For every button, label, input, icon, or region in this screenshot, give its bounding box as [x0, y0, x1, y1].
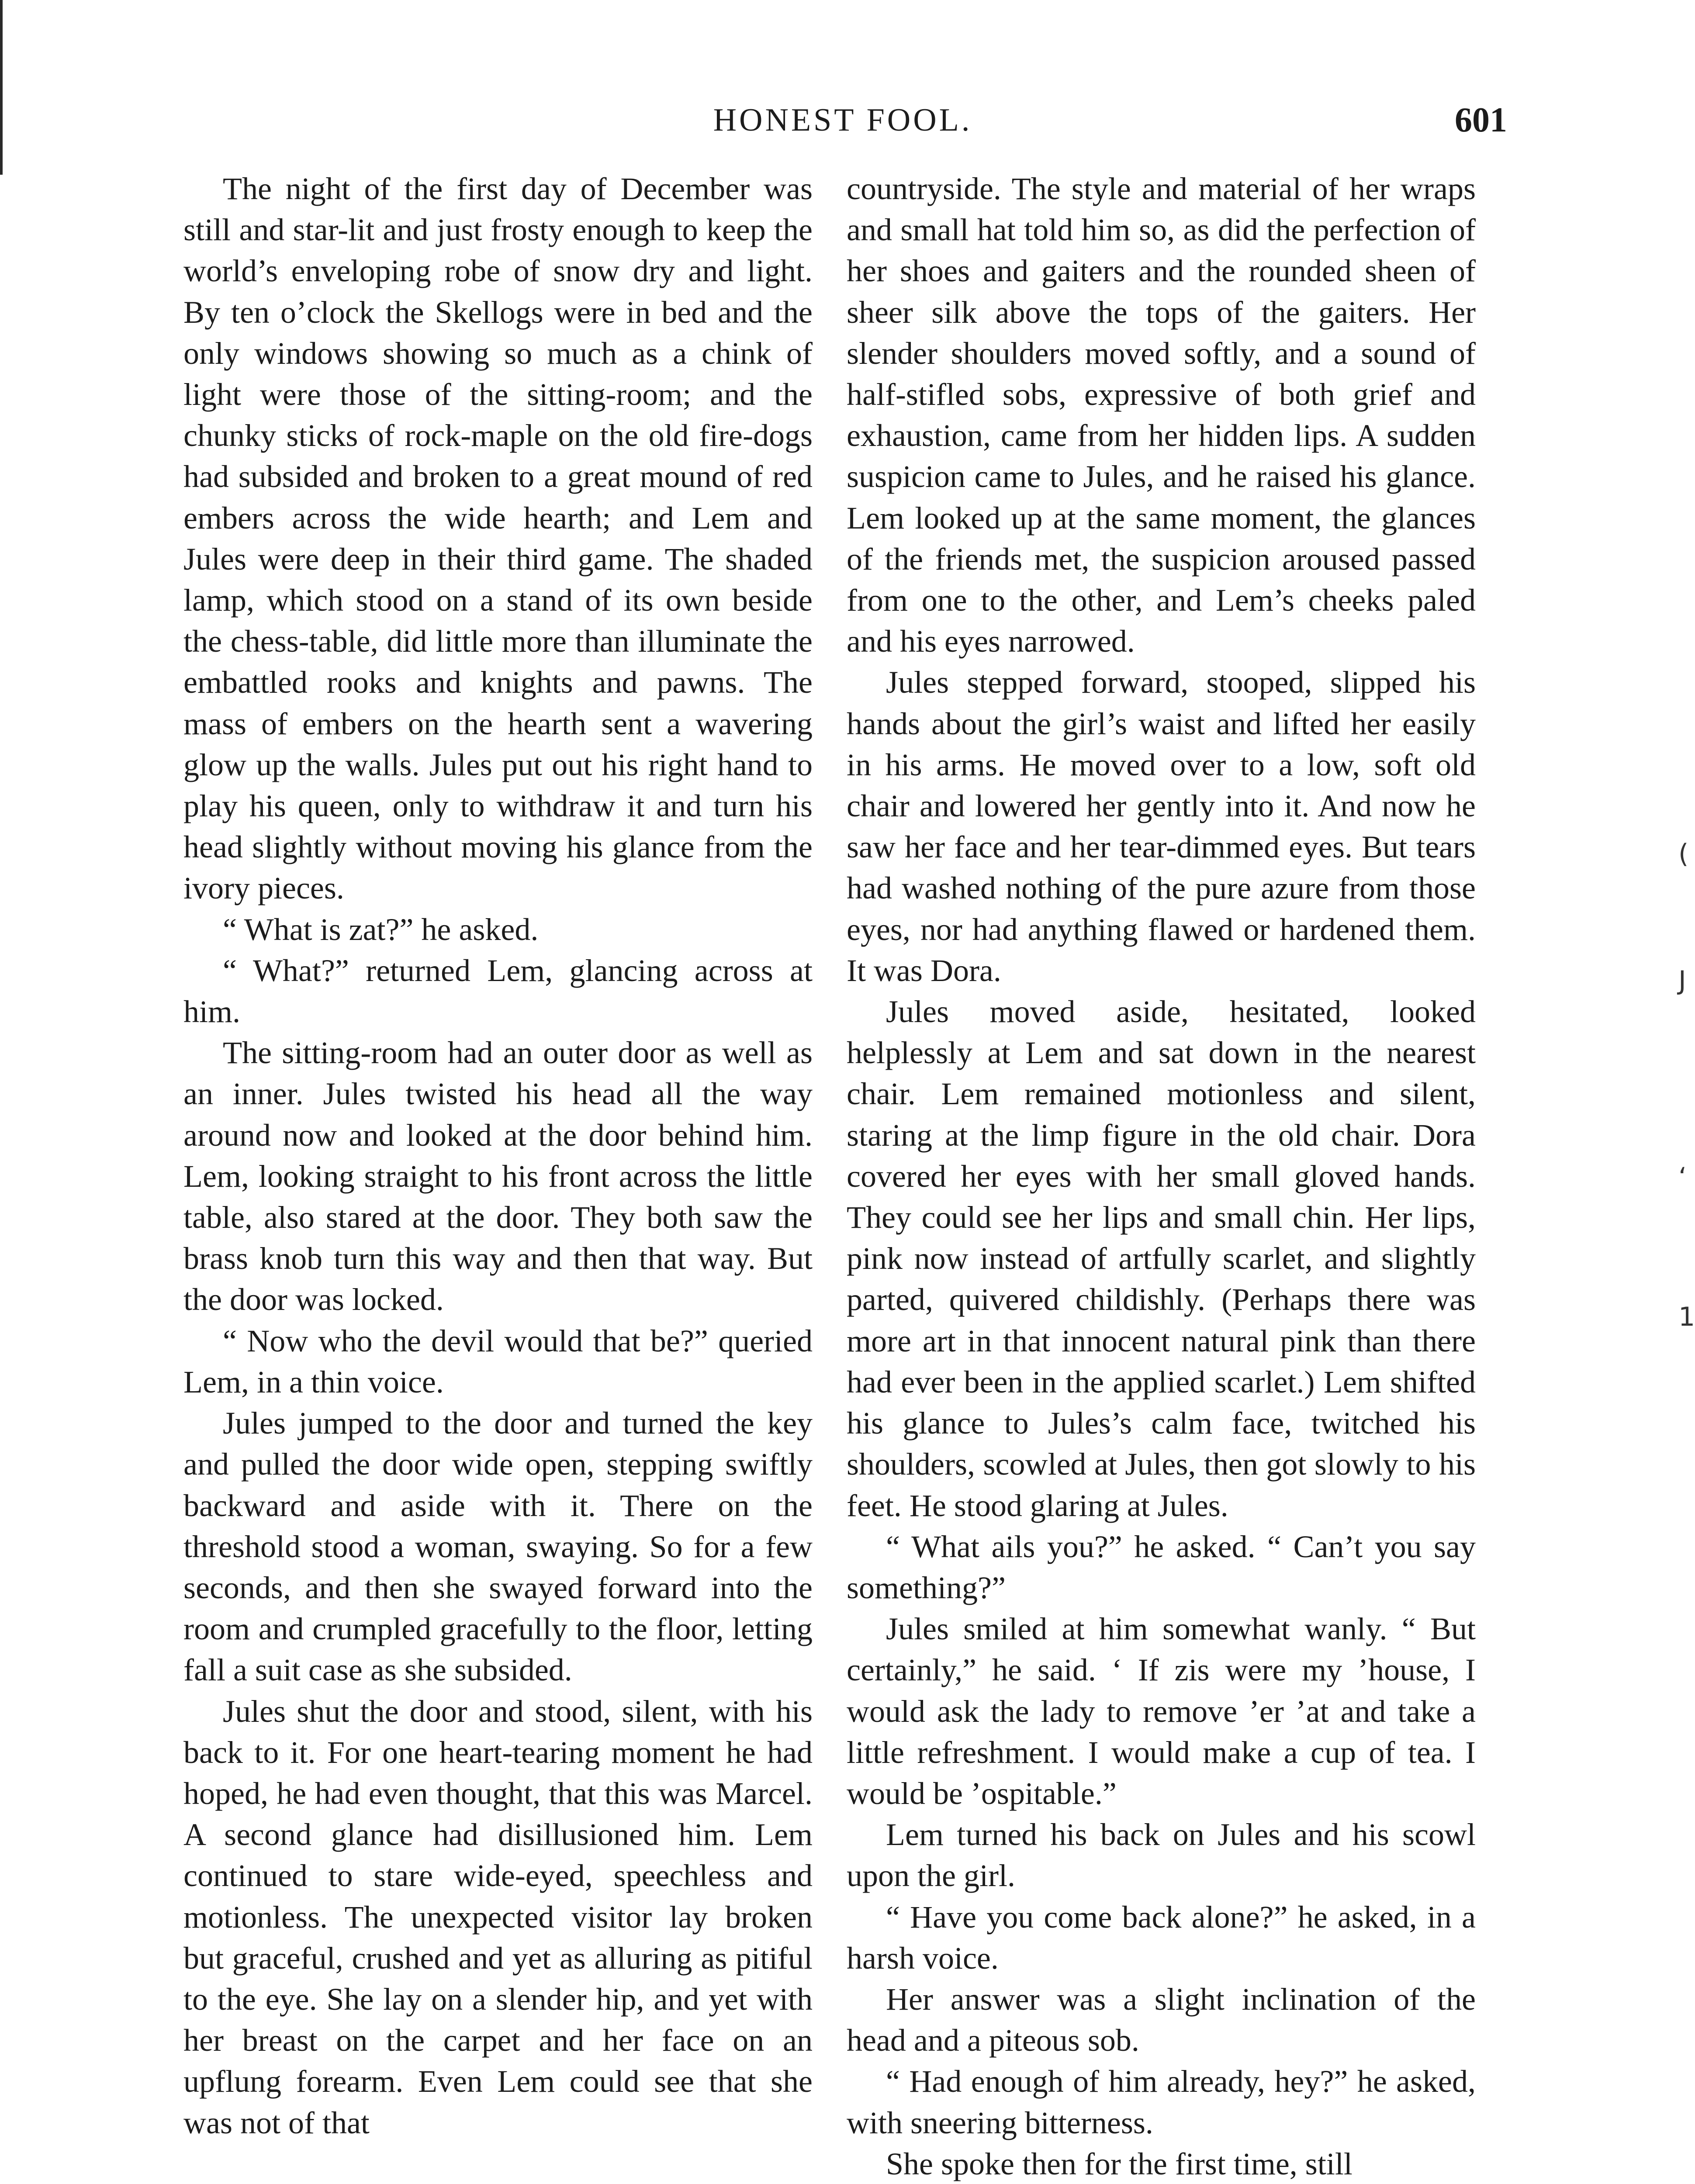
paragraph: She spoke then for the first time, still [886, 2146, 1353, 2181]
paragraph: Jules smiled at him somewhat wanly. “ But certainly,” he said. ‘ If zis were my ’house, I would ask the lady to remove ’er ’at and take a little refreshment. I would make a cup of tea. I would be ’ospitable.” [847, 1611, 1476, 1811]
paragraph: “ What is zat?” he asked. [223, 912, 539, 947]
paragraph: The night of the first day of December was still and star-lit and just frosty enough to keep the world’s enveloping robe of snow dry and light. By ten o’clock the Skellogs were in bed and the only windows showing so much as a chink of light were those of the sitting-room; and the chunky sticks of rock-maple on the old fire-dogs had subsided and broken to a great mound of red embers across the wide hearth; and Lem and Jules were deep in their third game. The shaded lamp, which stood on a stand of its own beside the chess-table, did little more than illuminate the embattled rooks and knights and pawns. The mass of embers on the hearth sent a wavering glow up the walls. Jules put out his right hand to play his queen, only to withdraw it and turn his head slightly without moving his glance from the ivory pieces. [183, 171, 813, 906]
paragraph: Jules shut the door and stood, silent, with his back to it. For one heart-tearing moment he had hoped, he had even thought, that this was Marcel. A second glance had disillusioned him. Lem continued to stare wide-eyed, speechless and motionless. The unexpected visitor lay broken but graceful, crushed and yet as alluring as pitiful to the eye. She lay on a slender hip, and yet with her breast on the carpet and her face on an upflung forearm. Even Lem could see that she was not of that [183, 1693, 813, 2140]
paragraph: Jules jumped to the door and turned the key and pulled the door wide open, stepping swiftly backward and aside with it. There on the threshold stood a woman, swaying. So for a few seconds, and then she swayed forward into the room and crumpled gracefully to the floor, letting fall a suit case as she subsided. [183, 1406, 813, 1688]
margin-mark: 1 [1678, 1302, 1695, 1332]
paragraph: Lem turned his back on Jules and his scowl upon the girl. [847, 1817, 1476, 1894]
paragraph: Jules stepped forward, stooped, slipped his hands about the girl’s waist and lifted her easily in his arms. He moved over to a low, soft old chair and lowered her gently into it. And now he saw her face and her tear-dimmed eyes. But tears had washed nothing of the pure azure from those eyes, nor had anything flawed or hardened them. It was Dora. [847, 665, 1476, 988]
margin-mark: J [1678, 965, 1686, 996]
paragraph: “ What?” returned Lem, glancing across at him. [183, 953, 813, 1030]
paragraph-continuation: countryside. The style and material of her wraps and small hat told him so, as did the perfection of her shoes and gaiters and the rounded sheen of sheer silk above the tops of the gaiters. Her slender shoulders moved softly, and a sound of half-stifled sobs, expressive of both grief and exhaustion, came from her hidden lips. A sudden suspicion came to Jules, and he raised his glance. Lem looked up at the same moment, the glances of the friends met, the suspicion aroused passed from one to the other, and Lem’s cheeks paled and his eyes narrowed. [847, 171, 1476, 659]
margin-mark: ‘ [1678, 1162, 1687, 1192]
paragraph: “ Had enough of him already, hey?” he asked, with sneering bitterness. [847, 2064, 1476, 2140]
left-column [183, 168, 813, 2143]
paragraph: Her answer was a slight inclination of the head and a piteous sob. [847, 1981, 1476, 2058]
running-title: HONEST FOOL. [713, 102, 972, 138]
margin-mark: ( [1678, 839, 1689, 869]
page-header [0, 96, 1685, 144]
page-number: 601 [1455, 101, 1507, 139]
paragraph: Jules moved aside, hesitated, looked helplessly at Lem and sat down in the nearest chair. Lem remained motionless and silent, staring at the limp figure in the old chair. Dora covered her eyes with her small gloved hands. They could see her lips and small chin. Her lips, pink now instead of artfully scarlet, and slightly parted, quivered childishly. (Perhaps there was more art in that innocent natural pink than there had ever been in the applied scarlet.) Lem shifted his glance to Jules’s calm face, twitched his shoulders, scowled at Jules, then got slowly to his feet. He stood glaring at Jules. [847, 994, 1476, 1523]
paragraph: “ Have you come back alone?” he asked, in a harsh voice. [847, 1899, 1476, 1976]
right-column [847, 168, 1476, 2184]
page-edge [0, 0, 3, 175]
paragraph: The sitting-room had an outer door as well as an inner. Jules twisted his head all the way around now and looked at the door behind him. Lem, looking straight to his front across the little table, also stared at the door. They both saw the brass knob turn this way and then that way. But the door was locked. [183, 1035, 813, 1317]
paragraph: “ Now who the devil would that be?” queried Lem, in a thin voice. [183, 1323, 813, 1400]
paragraph: “ What ails you?” he asked. “ Can’t you say something?” [847, 1529, 1476, 1605]
